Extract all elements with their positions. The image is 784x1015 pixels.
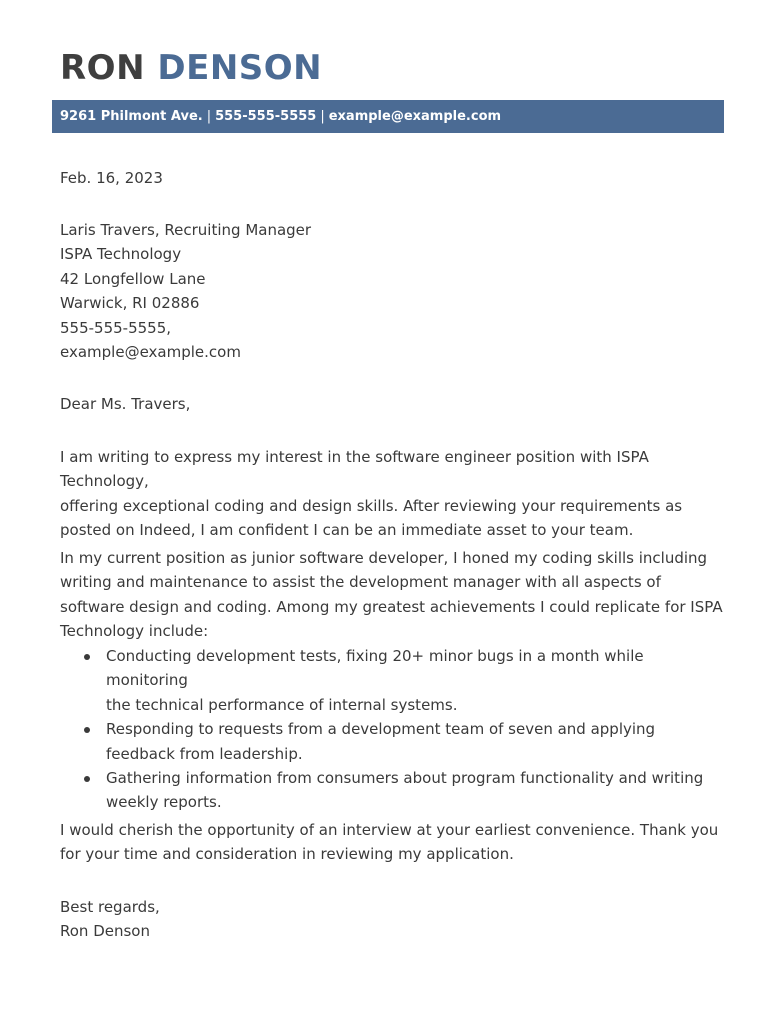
contact-address: 9261 Philmont Ave.	[60, 109, 203, 124]
list-item-line: Conducting development tests, fixing 20+ minor bugs in a month while monitoring	[106, 647, 644, 690]
achievements-list	[60, 644, 730, 815]
list-item	[60, 644, 730, 717]
salutation	[60, 392, 730, 416]
bullet-icon	[84, 776, 90, 782]
contact-bar	[52, 100, 724, 133]
paragraph-line: I would cherish the opportunity of an interview at your earliest convenience. Thank you	[60, 821, 719, 839]
paragraph-line: Technology include:	[60, 622, 209, 641]
recipient-block	[60, 218, 730, 364]
last-name: DENSON	[157, 48, 323, 88]
list-item-line: feedback from leadership.	[106, 744, 303, 763]
list-item-line: weekly reports.	[106, 793, 222, 812]
recipient-city-line: Warwick, RI 02886	[60, 294, 200, 313]
recipient-street-line: 42 Longfellow Lane	[60, 269, 206, 288]
contact-separator: |	[206, 109, 212, 124]
closing-paragraph	[60, 818, 730, 867]
contact-email: example@example.com	[328, 109, 502, 124]
paragraph-line: In my current position as junior software developer, I honed my coding skills including	[60, 549, 708, 567]
signoff-text: Best regards,	[60, 898, 160, 916]
contact-phone: 555-555-5555	[215, 109, 317, 124]
salutation-text: Dear Ms. Travers,	[60, 395, 191, 413]
recipient-name-line: Laris Travers, Recruiting Manager	[60, 221, 312, 239]
paragraph-line: I am writing to express my interest in the software engineer position with ISPA Technology,	[60, 448, 649, 491]
paragraph-line: writing and maintenance to assist the development manager with all aspects of	[60, 573, 661, 592]
first-name: RON	[60, 48, 146, 88]
paragraph-line: for your time and consideration in reviewing my application.	[60, 845, 514, 864]
applicant-name	[60, 46, 322, 90]
list-item-line: Responding to requests from a development team of seven and applying	[106, 720, 656, 739]
list-item	[60, 766, 730, 815]
paragraph-line: software design and coding. Among my greatest achievements I could replicate for ISPA	[60, 597, 723, 616]
list-item-line: the technical performance of internal systems.	[106, 695, 458, 714]
recipient-company-line: ISPA Technology	[60, 245, 182, 264]
paragraph-line: offering exceptional coding and design skills. After reviewing your requirements as	[60, 496, 683, 515]
experience-paragraph	[60, 546, 730, 644]
recipient-phone-line: 555-555-5555,	[60, 318, 172, 337]
date-text: Feb. 16, 2023	[60, 169, 163, 187]
list-item	[60, 717, 730, 766]
recipient-email-line: example@example.com	[60, 343, 241, 362]
letter-date	[60, 166, 730, 190]
list-item-line: Gathering information from consumers about program functionality and writing	[106, 769, 704, 788]
signature-text: Ron Denson	[60, 922, 150, 941]
intro-paragraph	[60, 445, 730, 543]
bullet-icon	[84, 654, 90, 660]
contact-separator: |	[320, 109, 325, 124]
bullet-icon	[84, 727, 90, 733]
signoff-block	[60, 895, 730, 944]
paragraph-line: posted on Indeed, I am confident I can be an immediate asset to your team.	[60, 521, 634, 540]
